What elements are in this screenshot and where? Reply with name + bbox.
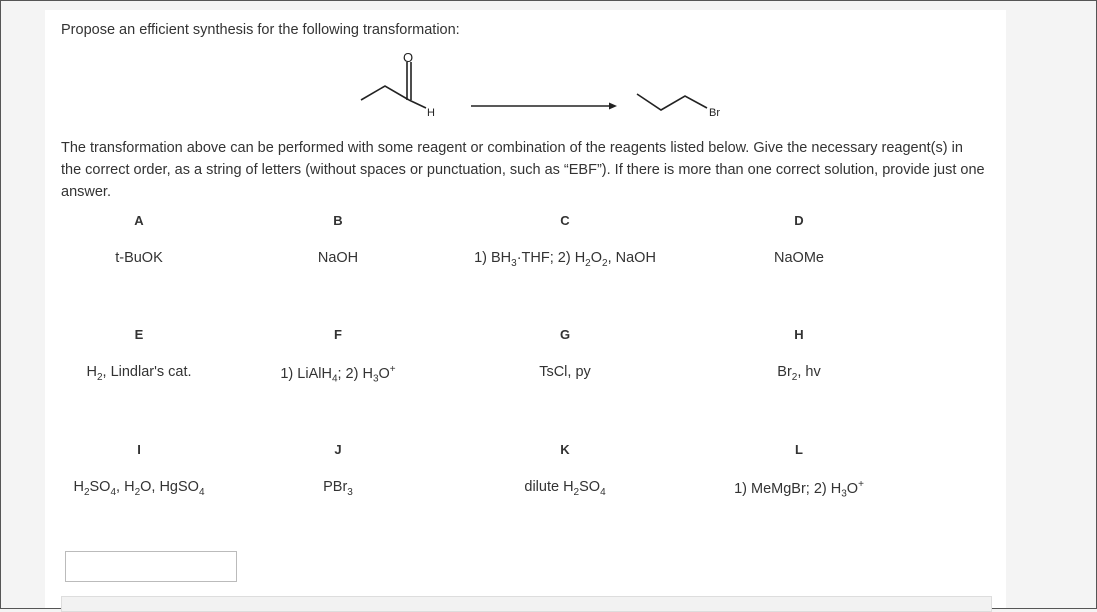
reagent-letter-h: H (794, 327, 804, 342)
reagent-letter-b: B (333, 213, 343, 228)
reagent-letter-j: J (334, 442, 342, 457)
reagent-letter-d: D (794, 213, 804, 228)
oxygen-atom: O (403, 50, 414, 65)
reagent-letter-e: E (134, 327, 144, 342)
reagent-i: $H_2SO_4$, $H_2O$, HgSO$_4$ (73, 479, 205, 498)
reagent-table (45, 10, 1006, 608)
question-prompt: Propose an efficient synthesis for the following transformation: (61, 22, 460, 38)
reagent-letter-g: G (559, 327, 571, 342)
reagent-k: dilute $H_2SO_4$ (524, 479, 606, 498)
reagent-e: $H_2$, Lindlar's cat. (86, 364, 192, 383)
reagent-g: TsCl, py (539, 364, 591, 380)
reagent-j: PBr$_3$ (323, 479, 353, 498)
reagent-l: 1) MeMgBr; 2) $H_3O^+$ (734, 479, 864, 500)
answer-input[interactable] (65, 551, 237, 582)
bottom-panel (61, 596, 992, 612)
reagent-c: 1) $BH_3\cdot THF$; 2) $H_2O_2$, NaOH (474, 250, 656, 269)
reagent-letter-a: A (134, 213, 144, 228)
hydrogen-atom: H (427, 107, 435, 119)
reagent-h: $Br_2$, hv (777, 364, 821, 383)
reagent-a: t-BuOK (115, 250, 163, 266)
reagent-letter-l: L (795, 442, 803, 457)
reagent-d: NaOMe (774, 250, 824, 266)
reagent-letter-f: F (334, 327, 342, 342)
reagent-letter-k: K (560, 442, 570, 457)
reagent-b: NaOH (317, 250, 359, 266)
bromine-atom: Br (709, 107, 720, 119)
question-description: The transformation above can be performed with some reagent or combination of the reagents listed below. Give the necessary reagent(s) in the correct order, as a string of letters (without spaces or punctuation, such as “EBF”). If there is more than one correct solution, provide just one answer. (61, 140, 985, 200)
reagent-f: 1) LiAlH$_4$; 2) $H_3O^+$ (280, 364, 396, 385)
reagent-letter-i: I (137, 442, 141, 457)
reagent-letter-c: C (560, 213, 570, 228)
question-card (45, 10, 1006, 608)
